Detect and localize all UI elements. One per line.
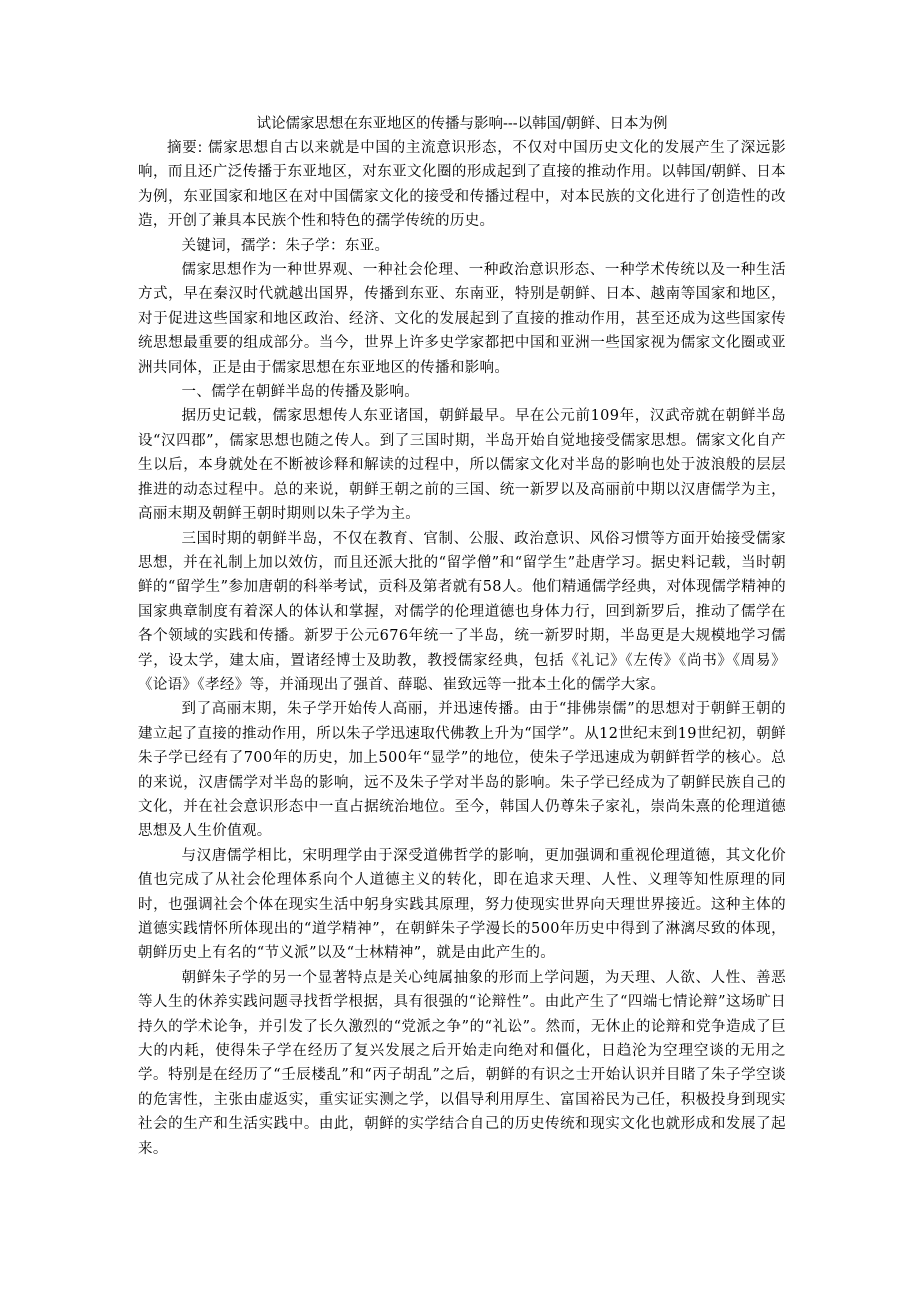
keywords-line: 关键词，孺学：朱子学：东亚。 — [181, 237, 390, 254]
body-paragraph: 到了高丽末期，朱子学开始传人高丽，并迅速传播。由于“排佛崇儒”的思想对于朝鲜王朝的建立起了直接的推动作用，所以朱子学迅速取代佛教上升为“国学”。从12世纪末到19世纪初，朝鲜朱子学已经有了700年的历史，加上500年“显学”的地位，使朱子学迅速成为朝鲜哲学的核心。总的来说，汉唐儒学对半岛的影响，远不及朱子学对半岛的影响。朱子学已经成为了朝鲜民族自己的文化，并在社会意识形态中一直占据统治地位。至今，韩国人仍尊朱子家礼，崇尚朱熹的伦理道德思想及人生价值观。 — [138, 701, 786, 840]
abstract-label: 摘要: — [167, 140, 203, 156]
document-title: 试论儒家思想在东亚地区的传播与影响---以韩国/朝鲜、日本为例 — [256, 116, 668, 132]
body-paragraph: 据历史记载，儒家思想传人东亚诸国，朝鲜最早。早在公元前109年，汉武帝就在朝鲜半岛设“汉四郡”，儒家思想也随之传人。到了三国时期，半岛开始自觉地接受儒家思想。儒家文化自产生以后，本身就处在不断被诊释和解读的过程中，所以儒家文化对半岛的影响也处于波浪般的层层推进的动态过程中。总的来说，朝鲜王朝之前的三国、统一新罗以及高丽前中期以汉唐儒学为主，高丽末期及朝鲜王朝时期则以朱子学为主。 — [138, 408, 786, 523]
section-heading: 一、儒学在朝鲜半岛的传播及影响。 — [181, 384, 420, 401]
intro-paragraph: 儒家思想作为一种世界观、一种社会伦理、一种政治意识形态、一种学术传统以及一种生活方式，早在秦汉时代就越出国界，传播到东亚、东南亚，特别是朝鲜、日本、越南等国家和地区，对于促进这些国家和地区政治、经济、文化的发展起到了直接的推动作用，甚至还成为这些国家传统思想最重要的组成部分。当今，世界上许多史学家都把中国和亚洲一些国家视为儒家文化圈或亚洲共同体，正是由于儒家思想在东亚地区的传播和影响。 — [138, 262, 786, 376]
body-paragraph: 朝鲜朱子学的另一个显著特点是关心纯属抽象的形而上学问题，为天理、人欲、人性、善恶等人生的休养实践问题寻找哲学根据，具有很强的“论辩性”。由此产生了“四端七情论辩”这场旷日持久的学术论争，并引发了长久激烈的“党派之争”的“礼讼”。然而，无休止的论辩和党争造成了巨大的内耗，使得朱子学在经历了复兴发展之后开始走向绝对和僵化，日趋沦为空理空谈的无用之学。特别是在经历了“壬辰楼乱”和“丙子胡乱”之后，朝鲜的有识之士开始认识并目睹了朱子学空谈的危害性，主张由虚返实，重实证实测之学，以倡导利用厚生、富国裕民为己任，积极投身到现实社会的生产和生活实践中。由此，朝鲜的实学结合自己的历史传统和现实文化也就形成和发展了起来。 — [138, 969, 786, 1157]
abstract-paragraph — [138, 136, 786, 234]
document-page — [138, 112, 786, 1161]
body-paragraph: 与汉唐儒学相比，宋明理学由于深受道佛哲学的影响，更加强调和重视伦理道德，其文化价值也完成了从社会伦理体系向个人道德主义的转化，即在追求天理、人性、义理等知性原理的同时，也强调社会个体在现实生活中躬身实践其原理，努力使现实世界向天理世界接近。这种主体的道德实践情怀所体现出的“道学精神”，在朝鲜朱子学漫长的500年历史中得到了淋漓尽致的体现，朝鲜历史上有名的“节义派”以及“士林精神”，就是由此产生的。 — [138, 847, 786, 962]
abstract-text: 儒家思想自古以来就是中国的主流意识形态，不仅对中国历史文化的发展产生了深远影响，而且还广泛传播于东亚地区，对东亚文化圈的形成起到了直接的推动作用。以韩国/朝鲜、日本为例，东亚国家和地区在对中国儒家文化的接受和传播过程中，对本民族的文化进行了创造性的改造，开创了兼具本民族个性和特色的孺学传统的历史。 — [138, 140, 786, 230]
body-paragraph: 三国时期的朝鲜半岛，不仅在教育、官制、公服、政治意识、风俗习惯等方面开始接受儒家思想，并在礼制上加以效仿，而且还派大批的“留学僧”和“留学生”赴唐学习。据史料记载，当时朝鲜的“留学生”参加唐朝的科举考试，贡科及第者就有58人。他们精通儒学经典，对体现儒学精神的国家典章制度有着深人的体认和掌握，对儒学的伦理道德也身体力行，回到新罗后，推动了儒学在各个领域的实践和传播。新罗于公元676年统一了半岛，统一新罗时期，半岛更是大规模地学习儒学，设太学，建太庙，置诸经博士及助教，教授儒家经典，包括《礼记》《左传》《尚书》《周易》《论语》《孝经》等，并涌现出了强首、薛聪、崔致远等一批本土化的儒学大家。 — [138, 530, 786, 693]
